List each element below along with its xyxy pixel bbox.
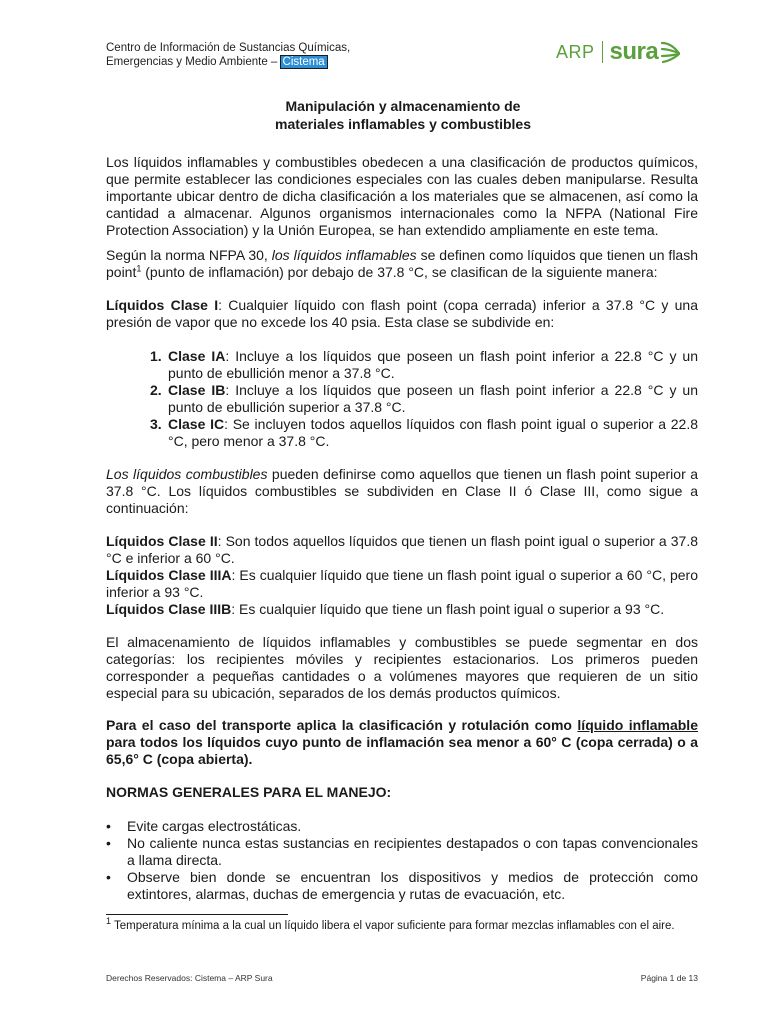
bullet-item [106, 835, 698, 869]
paragraph-nfpa [106, 247, 698, 281]
class-text: : Es cualquier líquido que tiene un flash point igual o superior a 60 °C, pero inferior a 93 °C. [106, 567, 698, 600]
p6-pre: Para el caso del transporte aplica la clasificación y rotulación como [106, 717, 578, 733]
p4-italic: Los líquidos combustibles [106, 466, 268, 482]
p2-post: (punto de inflamación) por debajo de 37.8 °C, se clasifican de la siguiente manera: [141, 264, 658, 280]
bullet-text: No caliente nunca estas sustancias en recipientes destapados o con tapas convencionales a llama directa. [127, 835, 698, 868]
arp-sura-logo [556, 36, 682, 68]
class-label: Líquidos Clase II [106, 533, 218, 549]
bullet-icon: • [106, 818, 111, 834]
logo-sura-text: sura [609, 38, 659, 65]
title-line1: Manipulación y almacenamiento de [285, 98, 521, 114]
footnote-ref: 1 [136, 263, 142, 274]
class-definitions [106, 533, 698, 618]
header-highlight-cistema: Cistema [282, 56, 325, 68]
footnote-number: 1 [106, 916, 112, 927]
class-label: Líquidos Clase IIIA [106, 567, 232, 583]
bullet-item [106, 818, 698, 835]
list-item-label: Clase IA [168, 348, 226, 364]
bullet-icon: • [106, 835, 111, 851]
p2-pre: Según la norma NFPA 30, [106, 247, 272, 263]
paragraph-intro: Los líquidos inflamables y combustibles obedecen a una clasificación de productos químicos, que permite establecer las condiciones especiales con las cuales deben manipularse. Resulta importante ubicar dentro de dicha clasificación a los materiales que se almacenen, así como la cantidad a almacenar. Algunos organismos internacionales como la NFPA (National Fire Protection Association) y la Unión Europea, se han extendido ampliamente en este tema. [106, 154, 698, 238]
clase-i-text: : Cualquier líquido con flash point (copa cerrada) inferior a 37.8 °C y una presión de vapor que no excede los 40 psia. Esta clase se subdivide en: [106, 297, 699, 330]
bullet-text: Evite cargas electrostáticas. [127, 818, 302, 834]
class-definition [106, 601, 698, 618]
document-title [0, 97, 768, 133]
class-text: : Es cualquier líquido que tiene un flash point igual o superior a 93 °C. [231, 601, 665, 617]
footnote [106, 916, 698, 933]
list-item-text: : Se incluyen todos aquellos líquidos con flash point igual o superior a 22.8 °C, pero menor a 37.8 °C. [168, 416, 698, 449]
p4-text: pueden definirse como aquellos que tienen un flash point superior a 37.8 °C. Los líquidos combustibles se subdividen en Clase II ó Clase III, como sigue a continuación: [106, 466, 698, 516]
header-org-line2 [106, 55, 327, 70]
header-org-line2-text: Emergencias y Medio Ambiente – [106, 56, 281, 68]
section-heading: NORMAS GENERALES PARA EL MANEJO: [106, 784, 392, 800]
list-item-label: Clase IB [168, 382, 226, 398]
list-item [106, 416, 698, 450]
list-item [106, 382, 698, 416]
paragraph-combustibles [106, 466, 698, 517]
p2-mid: se definen como líquidos que tienen un flash point [106, 247, 699, 280]
list-number: 2. [150, 382, 162, 398]
logo-separator [602, 41, 603, 63]
logo-arp-text: ARP [556, 41, 595, 62]
class-text: : Son todos aquellos líquidos que tienen un flash point igual o superior a 37.8 °C e inferior a 60 °C. [106, 533, 698, 566]
list-number: 3. [150, 416, 162, 432]
p6-underline: líquido inflamable [577, 717, 698, 733]
leaf-icon [660, 39, 682, 65]
list-item-text: : Incluye a los líquidos que poseen un flash point inferior a 22.8 °C y un punto de ebullición superior a 37.8 °C. [168, 382, 699, 415]
clase-i-label: Líquidos Clase I [106, 297, 219, 313]
p6-post: para todos los líquidos cuyo punto de inflamación sea menor a 60° C (copa cerrada) o a 65,6° C (copa abierta). [106, 734, 698, 767]
bullet-text: Observe bien donde se encuentran los dispositivos y medios de protección como extintores, alarmas, duchas de emergencia y rutas de evacuación, etc. [127, 869, 698, 902]
footnote-text: Temperatura mínima a la cual un líquido libera el vapor suficiente para formar mezclas inflamables con el aire. [111, 920, 675, 932]
bullet-list [106, 818, 698, 903]
footer-page-number: Página 1 de 13 [640, 973, 698, 983]
class-definition [106, 533, 698, 567]
paragraph-transporte [106, 717, 698, 768]
paragraph-clase-i [106, 297, 698, 331]
class-definition [106, 567, 698, 601]
list-item-label: Clase IC [168, 416, 225, 432]
header-org-line1: Centro de Información de Sustancias Químicas, [106, 42, 351, 54]
class-label: Líquidos Clase IIIB [106, 601, 232, 617]
bullet-item [106, 869, 698, 903]
bullet-icon: • [106, 869, 111, 885]
numbered-list [106, 348, 698, 450]
list-item-text: : Incluye a los líquidos que poseen un flash point inferior a 22.8 °C y un punto de ebullición menor a 37.8 °C. [168, 348, 699, 381]
list-number: 1. [150, 348, 162, 364]
list-item [106, 348, 698, 382]
footnote-separator [106, 914, 288, 915]
footer-copyright: Derechos Reservados: Cistema – ARP Sura [106, 973, 273, 983]
paragraph-almacenamiento: El almacenamiento de líquidos inflamables y combustibles se puede segmentar en dos categorías: los recipientes móviles y recipientes estacionarios. Los primeros pueden corresponder a pequeñas cantidades o a volúmenes mayores que requieren de un sitio especial para su ubicación, separados de los demás productos químicos. [106, 634, 698, 701]
p2-italic: los líquidos inflamables [271, 247, 417, 263]
title-line2: materiales inflamables y combustibles [275, 116, 531, 132]
